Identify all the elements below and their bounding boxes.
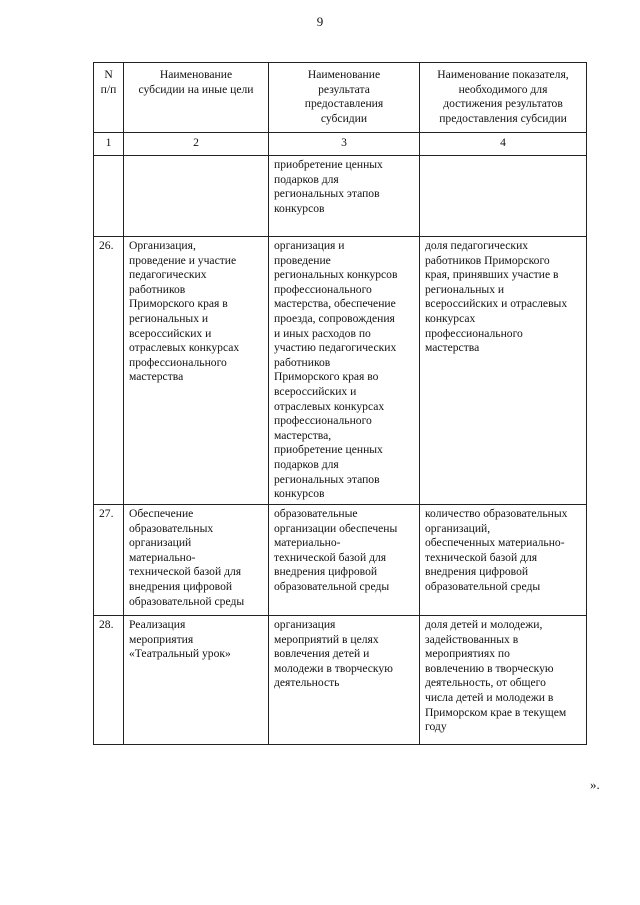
row-number: 28.	[94, 616, 124, 745]
result-cell: образовательные организации обеспечены материально- технической базой для внедрения цифровой образовательной среды	[269, 505, 420, 616]
indicator-cell: доля детей и молодежи, задействованных в мероприятиях по вовлечению в творческую деятельность, от общего числа детей и молодежи в Приморском крае в текущем году	[420, 616, 587, 745]
result-cell: приобретение ценных подарков для региональных этапов конкурсов	[269, 156, 420, 237]
table-header-row	[94, 63, 587, 133]
table-row	[94, 616, 587, 745]
row-number	[94, 156, 124, 237]
row-number: 27.	[94, 505, 124, 616]
column-number: 3	[269, 133, 420, 156]
subsidy-name-cell	[124, 156, 269, 237]
closing-quote-mark: ».	[590, 777, 600, 792]
column-number: 4	[420, 133, 587, 156]
table-row	[94, 237, 587, 505]
subsidy-name-cell: Обеспечение образовательных организаций материально- технической базой для внедрения цифровой образовательной среды	[124, 505, 269, 616]
result-cell: организация мероприятий в целях вовлечения детей и молодежи в творческую деятельность	[269, 616, 420, 745]
header-subsidy-name: Наименование субсидии на иные цели	[124, 63, 269, 133]
header-number: N п/п	[94, 63, 124, 133]
table-row	[94, 156, 587, 237]
column-number: 2	[124, 133, 269, 156]
header-result-name: Наименование результата предоставления субсидии	[269, 63, 420, 133]
header-indicator-name: Наименование показателя, необходимого для достижения результатов предоставления субсидии	[420, 63, 587, 133]
column-number: 1	[94, 133, 124, 156]
subsidy-name-cell: Организация, проведение и участие педагогических работников Приморского края в региональных и всероссийских и отраслевых конкурсах профессионального мастерства	[124, 237, 269, 505]
subsidy-name-cell: Реализация мероприятия «Театральный урок»	[124, 616, 269, 745]
column-number-row	[94, 133, 587, 156]
row-number: 26.	[94, 237, 124, 505]
page-number: 9	[316, 14, 324, 29]
table-row	[94, 505, 587, 616]
indicator-cell: доля педагогических работников Приморского края, принявших участие в региональных и всероссийских и отраслевых конкурсах профессионального мастерства	[420, 237, 587, 505]
indicator-cell	[420, 156, 587, 237]
indicator-cell: количество образовательных организаций, обеспеченных материально- технической базой для внедрения цифровой образовательной среды	[420, 505, 587, 616]
result-cell: организация и проведение региональных конкурсов профессионального мастерства, обеспечение проезда, сопровождения и иных расходов по участию педагогических работников Приморского края во всероссийских и отраслевых конкурсах профессионального мастерства, приобретение ценных подарков для региональных этапов конкурсов	[269, 237, 420, 505]
subsidy-table	[93, 62, 587, 745]
